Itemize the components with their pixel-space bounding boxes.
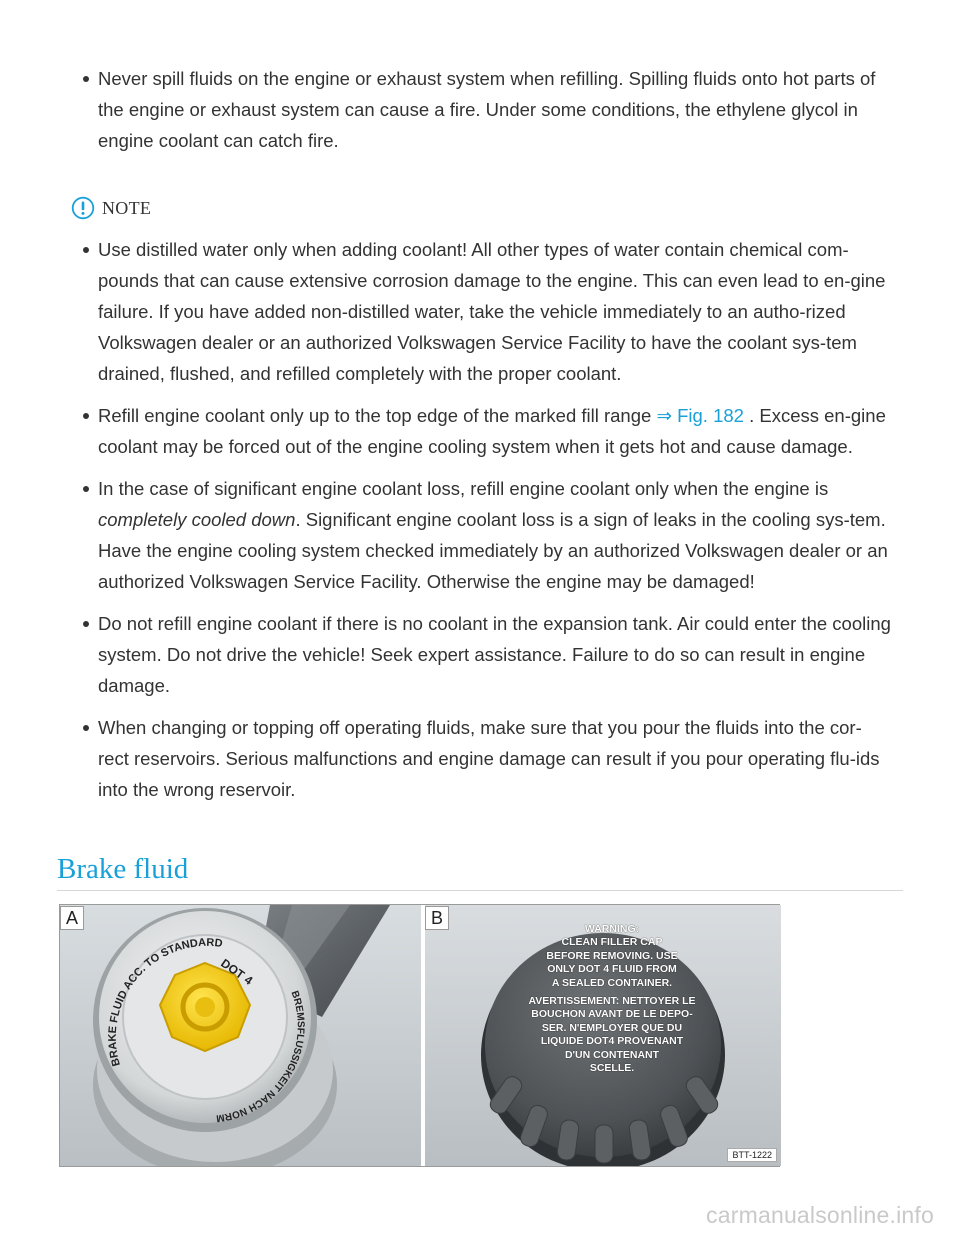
note-label: NOTE <box>102 197 152 218</box>
figure-reference-code: BTT-1222 <box>727 1148 777 1162</box>
panel-a-label: A <box>60 906 84 930</box>
svg-text:DOT 4: DOT 4 <box>218 955 256 988</box>
fig-182-link[interactable]: ⇒ Fig. 182 <box>656 405 744 426</box>
brake-fluid-figure <box>59 904 780 1167</box>
emphasis-text: completely cooled down <box>98 509 296 530</box>
cap-b-warning-text: WARNING: CLEAN FILLER CAP BEFORE REMOVING. USE ONLY DOT 4 FLUID FROM A SEALED CONTAINER. AVERTISSEMENT: NETTOYER LE BOUCHON AVANT DE LE DEPO- SER. N'EMPLOYER QUE DU LIQUIDE DOT4 PROVENANT D'UN CONTENANT SCELLE. <box>528 923 696 1075</box>
bullet-dot <box>83 76 89 82</box>
heading-divider <box>57 890 903 891</box>
bullet-dot <box>83 725 89 731</box>
warning-list <box>72 63 892 167</box>
list-item: When changing or topping off operating fluids, make sure that you pour the fluids into the cor-rect reservoirs. Serious malfunctions and engine damage can result if you pour operating flu-ids into the wrong reservoir. <box>72 712 892 805</box>
watermark: carmanualsonline.info <box>706 1202 934 1228</box>
section-heading: Brake fluid <box>57 853 189 885</box>
bullet-dot <box>83 621 89 627</box>
note-header <box>71 196 151 220</box>
svg-text:BRAKE FLUID ACC. TO STANDARD: BRAKE FLUID ACC. TO STANDARD <box>106 936 224 1068</box>
note-list <box>72 234 892 816</box>
figure-panel-a <box>60 905 421 1166</box>
svg-text:BREMSFLUSSIGKEIT NACH NORM: BREMSFLUSSIGKEIT NACH NORM <box>215 989 306 1124</box>
exclamation-circle-icon <box>71 196 95 220</box>
bullet-dot <box>83 486 89 492</box>
list-item: Use distilled water only when adding coolant! All other types of water contain chemical com-pounds that can cause extensive corrosion damage to the engine. This can even lead to en-gine failure. If you have added non-distilled water, take the vehicle immediately to an autho-rized Volkswagen dealer or an authorized Volkswagen Service Facility to have the coolant sys-tem drained, flushed, and refilled completely with the proper coolant. <box>72 234 892 389</box>
bullet-dot <box>83 413 89 419</box>
list-item: Never spill fluids on the engine or exhaust system when refilling. Spilling fluids onto hot parts of the engine or exhaust system can cause a fire. Under some conditions, the ethylene glycol in engine coolant can catch fire. <box>72 63 892 156</box>
list-item: In the case of significant engine coolant loss, refill engine coolant only when the engine is completely cooled down. Significant engine coolant loss is a sign of leaks in the cooling sys-tem. Have the engine cooling system checked immediately by an authorized Volkswagen dealer or an authorized Volkswagen Service Facility. Otherwise the engine may be damaged! <box>72 473 892 597</box>
figure-panel-b <box>423 905 781 1166</box>
list-item: Refill engine coolant only up to the top edge of the marked fill range ⇒ Fig. 182 . Excess en-gine coolant may be forced out of the engine cooling system when it gets hot and cause damage. <box>72 400 892 462</box>
list-item: Do not refill engine coolant if there is no coolant in the expansion tank. Air could enter the cooling system. Do not drive the vehicle! Seek expert assistance. Failure to do so can result in engine damage. <box>72 608 892 701</box>
panel-b-label: B <box>425 906 449 930</box>
bullet-dot <box>83 247 89 253</box>
cap-a-ring-text <box>60 905 421 1166</box>
